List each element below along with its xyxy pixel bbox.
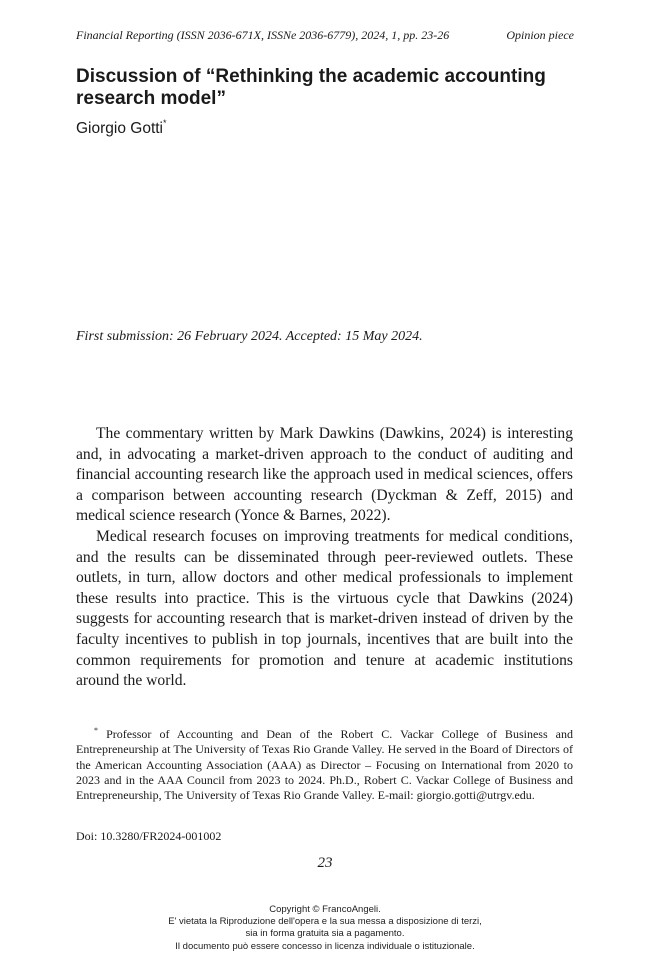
article-title-line-1: Discussion of “Rethinking the academic accounting: [76, 66, 546, 87]
article-title-line-2: research model”: [76, 88, 226, 109]
author-footnote-mark: *: [163, 118, 167, 128]
page-number: 23: [317, 855, 333, 871]
body-paragraph-1: The commentary written by Mark Dawkins (Dawkins, 2024) is interesting and, in advocating a market-driven approach to the conduct of auditing and financial accounting research like the approach used in medical sciences, offers a comparison between accounting research (Dyckman & Zeff, 2015) and medical science research (Yonce & Barnes, 2022).: [76, 425, 573, 525]
article-title: [76, 66, 576, 110]
copyright-line-2: E' vietata la Riproduzione dell'opera e la sua messa a disposizione di terzi,: [168, 916, 482, 928]
body-text: [76, 424, 573, 692]
doi: Doi: 10.3280/FR2024-001002: [76, 829, 222, 843]
copyright-line-4: Il documento può essere concesso in licenza individuale o istituzionale.: [175, 940, 475, 952]
copyright-notice: [0, 904, 650, 953]
copyright-line-3: sia in forma gratuita sia a pagamento.: [245, 928, 405, 940]
article-type-label: Opinion piece: [506, 28, 574, 42]
submission-dates: First submission: 26 February 2024. Accepted: 15 May 2024.: [76, 329, 423, 344]
copyright-line-1: Copyright © FrancoAngeli.: [269, 904, 381, 915]
author-footnote: [76, 723, 573, 803]
footnote-mark: *: [94, 726, 98, 735]
journal-header: Financial Reporting (ISSN 2036-671X, ISSNe 2036-6779), 2024, 1, pp. 23-26: [76, 28, 450, 42]
author-name: [76, 118, 167, 138]
author-name-text: Giorgio Gotti: [76, 120, 164, 137]
footnote-text: Professor of Accounting and Dean of the Robert C. Vackar College of Business and Entrepreneurship at The University of Texas Rio Grande Valley. He served in the Board of Directors of the American Accounting Association (AAA) as Director – Focusing on International from 2020 to 2023 and in the AAA Council from 2023 to 2024. Ph.D., Robert C. Vackar College of Business and Entrepreneurship, The University of Texas Rio Grande Valley. E-mail: giorgio.gotti@utrgv.edu.: [76, 727, 574, 803]
body-paragraph-2: Medical research focuses on improving treatments for medical conditions, and the results can be disseminated through peer-reviewed outlets. These outlets, in turn, allow doctors and other medical professionals to implement these results into practice. This is the virtuous cycle that Dawkins (2024) suggests for accounting research that is market-driven instead of driven by the faculty incentives to publish in top journals, incentives that are built into the common requirements for promotion and tenure at academic institutions around the world.: [76, 527, 573, 690]
